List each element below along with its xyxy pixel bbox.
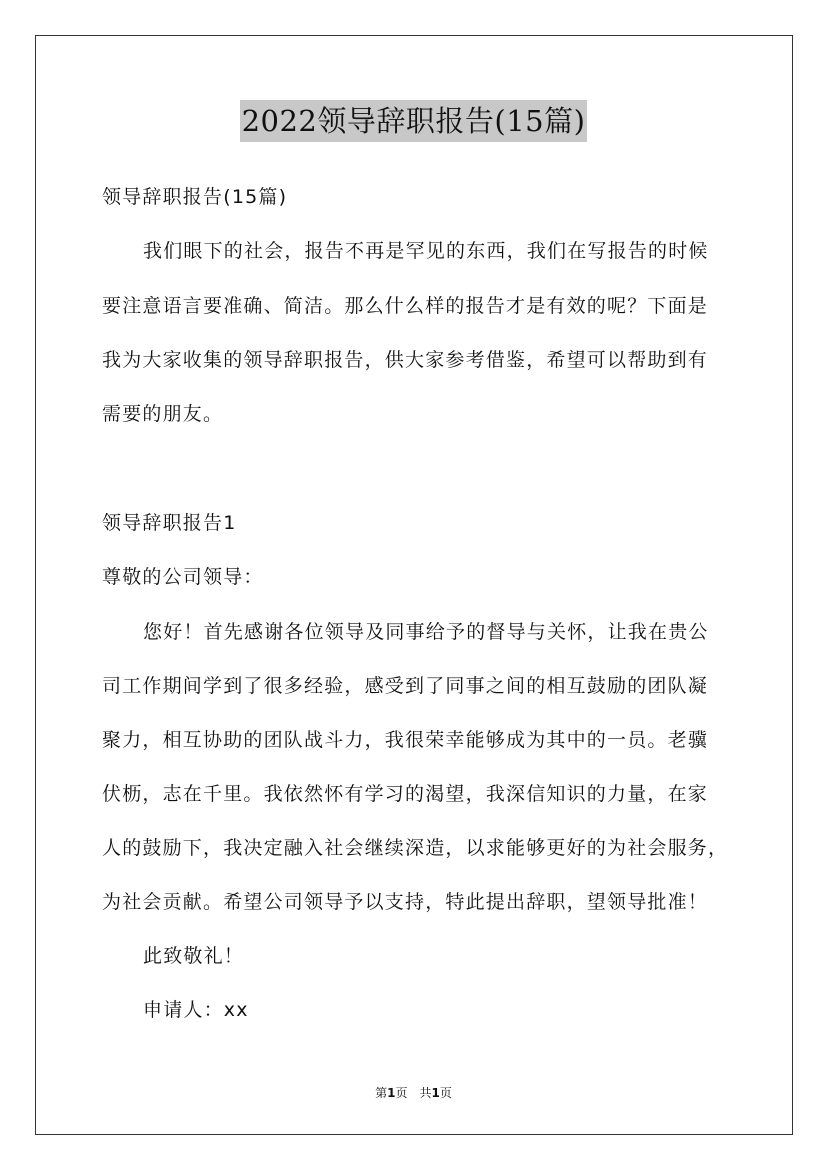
footer-prefix: 第 [375, 1086, 388, 1100]
body-line-3: 聚力，相互协助的团队战斗力，我很荣幸能够成为其中的一员。老骥 [102, 729, 709, 751]
body-line-4: 伏枥，志在千里。我依然怀有学习的渴望，我深信知识的力量，在家 [102, 783, 709, 805]
document-subtitle: 领导辞职报告(15篇) [102, 186, 288, 208]
section-heading: 领导辞职报告1 [102, 512, 237, 534]
footer-suffix: 页 [439, 1086, 452, 1100]
footer-page-number: 1 [387, 1086, 396, 1100]
body-line-1: 您好！首先感谢各位领导及同事给予的督导与关怀，让我在贵公 [143, 621, 709, 643]
salutation: 尊敬的公司领导： [102, 566, 264, 588]
footer-mid: 页 共 [395, 1086, 432, 1100]
page-footer [0, 1084, 827, 1101]
title-container [0, 100, 827, 142]
body-line-5: 人的鼓励下，我决定融入社会继续深造，以求能够更好的为社会服务， [102, 837, 729, 859]
body-line-6: 为社会贡献。希望公司领导予以支持，特此提出辞职，望领导批准！ [102, 891, 709, 913]
intro-line-2: 要注意语言要准确、简洁。那么什么样的报告才是有效的呢？下面是 [102, 295, 709, 317]
document-title: 2022领导辞职报告(15篇) [240, 100, 588, 142]
applicant: 申请人：xx [143, 999, 249, 1021]
body-line-2: 司工作期间学到了很多经验，感受到了同事之间的相互鼓励的团队凝 [102, 675, 709, 697]
closing: 此致敬礼！ [143, 945, 245, 967]
footer-page-total: 1 [431, 1086, 440, 1100]
intro-line-3: 我为大家收集的领导辞职报告，供大家参考借鉴，希望可以帮助到有 [102, 349, 709, 371]
intro-line-4: 需要的朋友。 [102, 403, 224, 425]
intro-line-1: 我们眼下的社会，报告不再是罕见的东西，我们在写报告的时候 [143, 240, 709, 262]
